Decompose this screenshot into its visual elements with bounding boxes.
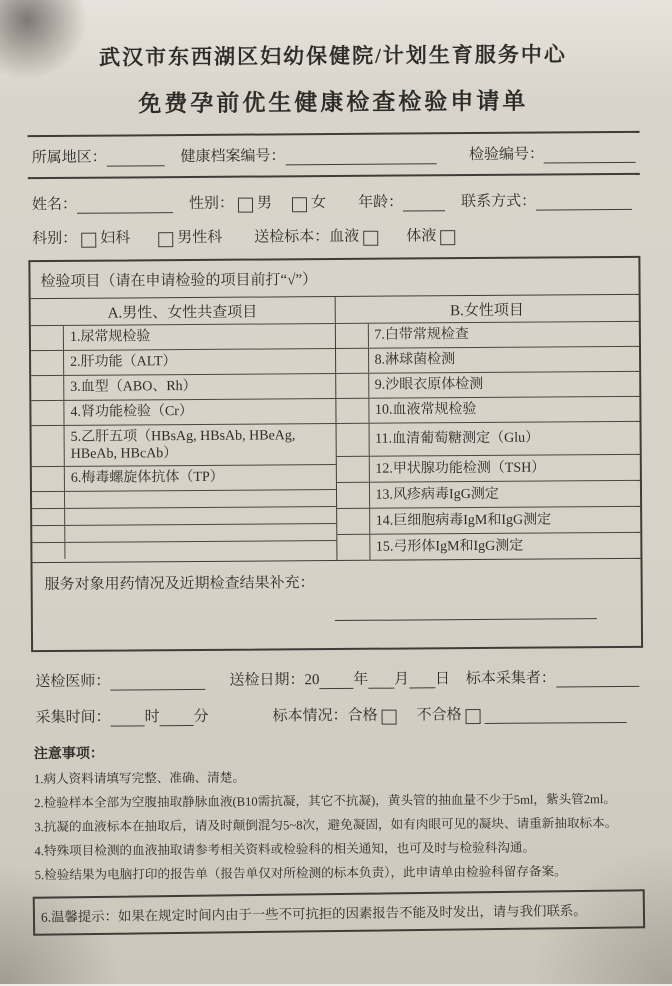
item-label: 1.尿常规检验 (69, 329, 151, 346)
doctor-blank-field[interactable] (110, 675, 205, 691)
item-check-cell[interactable] (32, 492, 65, 508)
column-female-items (334, 295, 640, 560)
item-check-cell[interactable] (337, 535, 370, 560)
form-title: 免费孕前优生健康检查检验申请单 (138, 87, 529, 117)
table-row (336, 480, 640, 508)
contact-label: 联系方式： (461, 193, 537, 211)
item-label: 14.巨细胞病毒IgM和IgG测定 (375, 512, 552, 529)
archive-number-blank-field[interactable] (285, 149, 437, 165)
male-dept-label: 男性科 (177, 229, 223, 247)
gynecology-label: 妇科 (100, 230, 131, 247)
table-row (335, 321, 639, 348)
table-row (31, 323, 335, 350)
female-label: 女 (310, 195, 327, 212)
day-label: 日 (434, 671, 451, 688)
item-label: 10.血液常规检验 (374, 402, 477, 418)
item-label: 4.肾功能检验（Cr） (70, 404, 193, 421)
patient-info-row (28, 189, 640, 214)
contact-blank-field[interactable] (536, 195, 632, 211)
condition-note-blank-field[interactable] (485, 708, 627, 724)
item-label (65, 507, 336, 525)
item-label (65, 524, 336, 542)
item-check-cell[interactable] (32, 509, 65, 525)
table-row (336, 396, 640, 423)
exam-number-blank-field[interactable] (544, 148, 636, 164)
table-row (31, 398, 335, 425)
age-blank-field[interactable] (403, 196, 445, 211)
body-fluid-checkbox[interactable] (440, 230, 455, 245)
item-label: 15.弓形体IgM和IgG测定 (375, 538, 524, 555)
archive-number-label: 健康档案编号： (180, 148, 286, 166)
collector-label: 标本采集者： (465, 670, 556, 688)
hour-label: 时 (144, 709, 160, 726)
year-blank-field[interactable] (319, 674, 353, 689)
day-blank-field[interactable] (409, 673, 435, 688)
table-row (336, 454, 640, 482)
test-items-table (31, 294, 641, 562)
table-row (32, 489, 336, 508)
item-label (65, 490, 336, 508)
note-line: 1.病人资料请填写完整、准确、清楚。 (33, 770, 245, 787)
female-checkbox[interactable] (292, 197, 307, 212)
unqualified-checkbox[interactable] (466, 709, 481, 724)
item-check-cell[interactable] (32, 526, 65, 542)
minute-blank-field[interactable] (160, 711, 194, 726)
table-row (336, 371, 640, 398)
name-blank-field[interactable] (77, 198, 173, 214)
note-line: 4.特殊项目检测的血液抽取请参考相关资料或检验科的相关通知，也可及时与检验科沟通。 (34, 840, 536, 859)
qualified-checkbox[interactable] (382, 710, 397, 725)
male-dept-checkbox[interactable] (158, 232, 173, 247)
supplement-section (32, 558, 641, 650)
item-label: 9.沙眼衣原体检测 (374, 377, 484, 393)
table-row (337, 506, 641, 534)
male-label: 男 (256, 195, 273, 212)
collect-time-row (31, 702, 643, 727)
item-check-cell[interactable] (336, 399, 369, 423)
item-check-cell[interactable] (31, 351, 64, 375)
item-check-cell[interactable] (337, 509, 370, 534)
item-label: 3.血型（ABO、Rh） (70, 379, 197, 396)
item-label (65, 541, 336, 559)
test-items-title: 检验项目（请在申请检验的项目前打“√”） (40, 272, 318, 291)
month-label: 月 (394, 671, 410, 688)
column-a-rows (31, 323, 336, 559)
minute-label: 分 (193, 708, 209, 725)
table-row (335, 346, 639, 373)
item-label: 11.血清葡萄糖测定（Glu） (375, 430, 540, 447)
doctor-date-row (31, 666, 643, 691)
table-row (31, 348, 335, 375)
item-label: 7.白带常规检查 (374, 327, 469, 343)
exam-number-label: 检验编号： (468, 146, 544, 164)
collector-blank-field[interactable] (556, 672, 640, 688)
specimen-label: 送检标本： (254, 229, 330, 246)
item-check-cell[interactable] (336, 424, 369, 456)
item-label: 2.肝功能（ALT） (70, 354, 177, 371)
year-label: 年 (353, 671, 369, 688)
column-b-header: B.女性项目 (450, 302, 524, 319)
region-blank-field[interactable] (107, 151, 165, 166)
unqualified-label: 不合格 (416, 707, 462, 724)
table-row (337, 532, 641, 560)
blood-checkbox[interactable] (363, 231, 378, 246)
table-row (336, 421, 640, 456)
supplement-blank-field[interactable] (335, 604, 597, 621)
item-label: 6.梅毒螺旋体抗体（TP） (70, 470, 224, 487)
item-check-cell[interactable] (336, 457, 369, 482)
item-label: 12.甲状腺功能检测（TSH） (375, 460, 546, 477)
blood-label: 血液 (329, 228, 360, 246)
column-shared-items (31, 297, 336, 562)
note-line: 2.检验样本全部为空腹抽取静脉血液(B10需抗凝，其它不抗凝)，黄头管的抽血量不少于5ml，紫头管2ml。 (34, 792, 616, 811)
supplement-label: 服务对象用药情况及近期检查结果补充： (44, 575, 315, 594)
table-row (31, 373, 335, 400)
table-row (32, 464, 336, 491)
table-row (32, 423, 336, 466)
table-row (32, 523, 336, 542)
male-checkbox[interactable] (238, 198, 253, 213)
table-row (32, 540, 336, 559)
item-check-cell[interactable] (31, 401, 64, 425)
collect-time-label: 采集时间： (35, 709, 111, 727)
item-check-cell[interactable] (31, 376, 64, 400)
department-specimen-row (28, 223, 640, 248)
column-b-rows (335, 321, 640, 560)
name-label: 姓名： (31, 196, 78, 214)
department-label: 科别： (32, 230, 78, 248)
notes-list (34, 764, 643, 883)
item-label: 5.乙肝五项（HBsAg, HBsAb, HBeAg, HBeAb, HBcAb） (70, 427, 296, 462)
item-check-cell[interactable] (336, 349, 369, 373)
doctor-label: 送检医师： (35, 673, 111, 691)
region-label: 所属地区： (31, 149, 107, 167)
org-title: 武汉市东西湖区妇幼保健院/计划生育服务中心 (98, 42, 567, 70)
note-line: 5.检验结果为电脑打印的报告单（报告单仅对所检测的标本负责），此申请单由检验科留存备案。 (34, 864, 567, 883)
date-prefix: 20 (304, 672, 320, 689)
header-fields-row (28, 131, 640, 179)
item-check-cell[interactable] (336, 483, 369, 508)
item-label: 13.风疹病毒IgG测定 (375, 486, 499, 503)
item-check-cell[interactable] (32, 426, 65, 466)
item-check-cell[interactable] (32, 467, 65, 491)
item-check-cell[interactable] (336, 374, 369, 398)
column-a-header: A.男性、女性共查项目 (107, 304, 258, 322)
notes-title: 注意事项： (33, 746, 104, 763)
gynecology-checkbox[interactable] (81, 233, 96, 248)
item-check-cell[interactable] (31, 326, 64, 350)
note-line: 3.抗凝的血液标本在抽取后，请及时颠倒混匀5~8次，避免凝固，如有肉眼可见的凝块、请重新抽取标本。 (34, 816, 618, 835)
qualified-label: 合格 (347, 707, 378, 724)
table-row (32, 506, 336, 525)
item-check-cell[interactable] (32, 543, 65, 559)
specimen-condition-label: 标本情况： (272, 707, 348, 725)
item-label: 8.淋球菌检测 (374, 352, 456, 368)
test-items-box (28, 256, 643, 652)
gender-label: 性别： (188, 195, 235, 213)
month-blank-field[interactable] (368, 674, 394, 689)
age-label: 年龄： (357, 194, 404, 211)
item-check-cell[interactable] (335, 324, 368, 348)
hour-blank-field[interactable] (111, 711, 145, 726)
notes-section (32, 739, 645, 883)
tip-box: 6.温馨提示：如果在规定时间内由于一些不可抗拒的因素报告不能及时发出，请与我们联系。 (33, 889, 645, 935)
body-fluid-label: 体液 (406, 228, 437, 245)
send-date-label: 送检日期： (229, 672, 305, 689)
